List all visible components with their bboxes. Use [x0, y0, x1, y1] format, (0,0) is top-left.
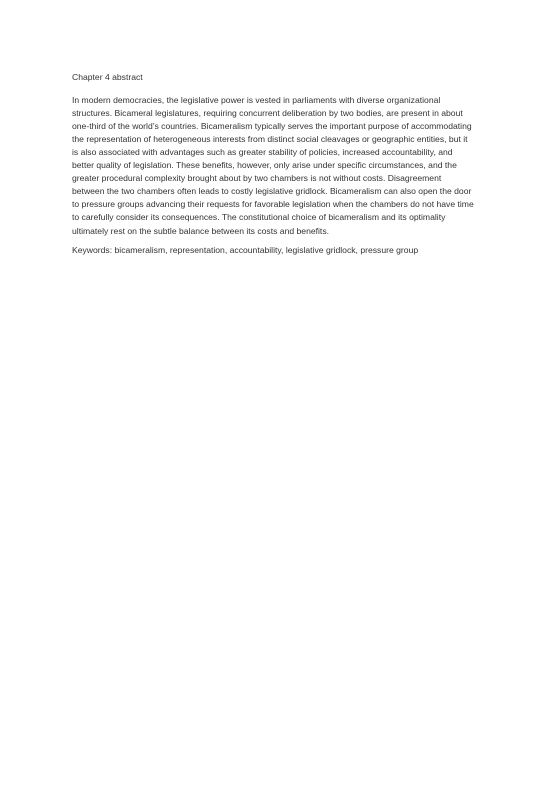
document-content — [72, 71, 476, 257]
keywords-line: Keywords: bicameralism, representation, accountability, legislative gridlock, pressure group — [72, 244, 419, 255]
abstract-paragraph: In modern democracies, the legislative power is vested in parliaments with diverse organizational structures. Bicameral legislatures, requiring concurrent deliberation by two bodies, are present in about one-third of the world’s countries. Bicameralism typically serves the important purpose of accommodating the representation of heterogeneous interests from distinct social cleavages or geographic entities, but it is also associated with advantages such as greater stability of policies, increased accountability, and better quality of legislation. These benefits, however, only arise under specific circumstances, and the greater procedural complexity brought about by two chambers is not without costs. Disagreement between the two chambers often leads to costly legislative gridlock. Bicameralism can also open the door to pressure groups advancing their requests for favorable legislation when the chambers do not have time to carefully consider its consequences. The constitutional choice of bicameralism and its optimality ultimately rest on the subtle balance between its costs and benefits. — [72, 95, 474, 236]
chapter-heading: Chapter 4 abstract — [72, 72, 143, 82]
